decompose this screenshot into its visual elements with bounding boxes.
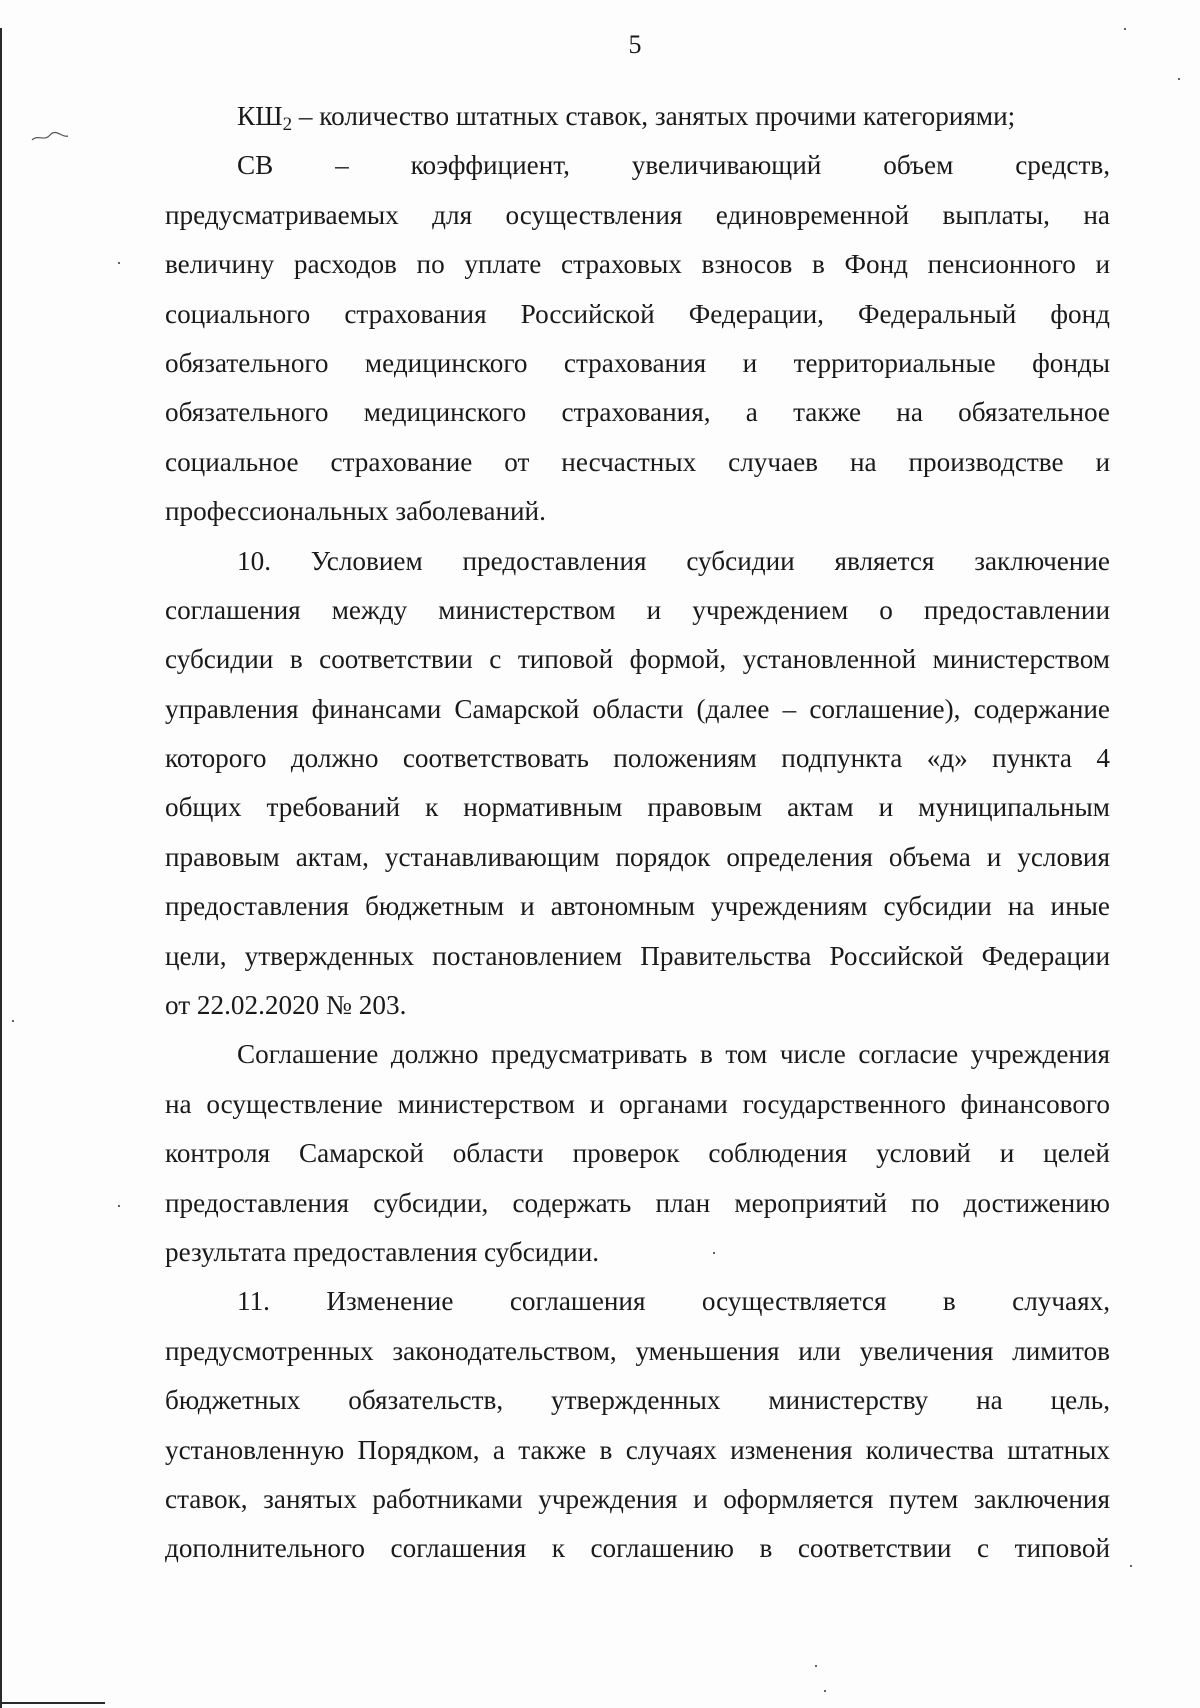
text-line: предусмотренных законодательством, уменьшения или увеличения лимитов bbox=[165, 1335, 1110, 1366]
scan-margin-line bbox=[0, 28, 2, 1708]
text-line: правовым актам, устанавливающим порядок определения объема и условия bbox=[165, 841, 1110, 872]
text-line: общих требований к нормативным правовым актам и муниципальным bbox=[165, 792, 1110, 823]
text-line: результата предоставления субсидии. bbox=[165, 1236, 600, 1267]
text-line: бюджетных обязательств, утвержденных министерству на цель, bbox=[165, 1385, 1110, 1416]
scan-bottom-line bbox=[0, 1702, 105, 1704]
scan-speck bbox=[118, 262, 120, 264]
scan-speck bbox=[1130, 1565, 1132, 1567]
scan-mark-icon bbox=[30, 130, 70, 144]
text-line: обязательного медицинского страхования и территориальные фонды bbox=[165, 347, 1110, 378]
text-line: предусматриваемых для осуществления единовременной выплаты, на bbox=[165, 199, 1110, 230]
text-line: предоставления субсидии, содержать план мероприятий по достижению bbox=[165, 1187, 1110, 1218]
text-line: предоставления бюджетным и автономным учреждениям субсидии на иные bbox=[165, 891, 1110, 922]
text-line: профессиональных заболеваний. bbox=[165, 496, 546, 527]
text-line: управления финансами Самарской области (далее – соглашение), содержание bbox=[165, 693, 1110, 724]
text-line: от 22.02.2020 № 203. bbox=[165, 990, 407, 1021]
text-line: цели, утвержденных постановлением Правительства Российской Федерации bbox=[165, 940, 1110, 971]
variable-name: КШ bbox=[237, 101, 283, 131]
text-line: на осуществление министерством и органами государственного финансового bbox=[165, 1088, 1110, 1119]
scan-speck bbox=[1178, 78, 1180, 80]
text-line: ставок, занятых работниками учреждения и оформляется путем заключения bbox=[165, 1483, 1110, 1514]
scan-speck bbox=[12, 1020, 14, 1022]
text-line: СВ – коэффициент, увеличивающий объем средств, bbox=[237, 150, 1110, 181]
line-text: – количество штатных ставок, занятых прочими категориями; bbox=[292, 101, 1016, 131]
text-line: социальное страхование от несчастных случаев на производстве и bbox=[165, 446, 1110, 477]
text-line: субсидии в соответствии с типовой формой, установленной министерством bbox=[165, 644, 1110, 675]
scan-speck bbox=[118, 1205, 120, 1207]
text-line: 10. Условием предоставления субсидии является заключение bbox=[237, 545, 1110, 576]
text-line: величину расходов по уплате страховых взносов в Фонд пенсионного и bbox=[165, 249, 1110, 280]
text-line: соглашения между министерством и учреждением о предоставлении bbox=[165, 594, 1110, 625]
text-line: установленную Порядком, а также в случаях изменения количества штатных bbox=[165, 1434, 1110, 1465]
text-line: Соглашение должно предусматривать в том числе согласие учреждения bbox=[237, 1039, 1110, 1070]
text-line: которого должно соответствовать положениям подпункта «д» пункта 4 bbox=[165, 743, 1110, 774]
text-line: контроля Самарской области проверок соблюдения условий и целей bbox=[165, 1138, 1110, 1169]
text-line: 11. Изменение соглашения осуществляется в случаях, bbox=[237, 1286, 1110, 1317]
subscript: 2 bbox=[282, 114, 293, 135]
scan-speck bbox=[815, 1665, 817, 1667]
text-line: дополнительного соглашения к соглашению в соответствии с типовой bbox=[165, 1533, 1110, 1564]
page-number: 5 bbox=[628, 30, 642, 59]
text-line: социального страхования Российской Федерации, Федеральный фонд bbox=[165, 298, 1110, 329]
document-body bbox=[165, 92, 1110, 1574]
text-line bbox=[165, 92, 1110, 141]
text-line: обязательного медицинского страхования, а также на обязательное bbox=[165, 397, 1110, 428]
scan-speck bbox=[824, 1690, 826, 1692]
